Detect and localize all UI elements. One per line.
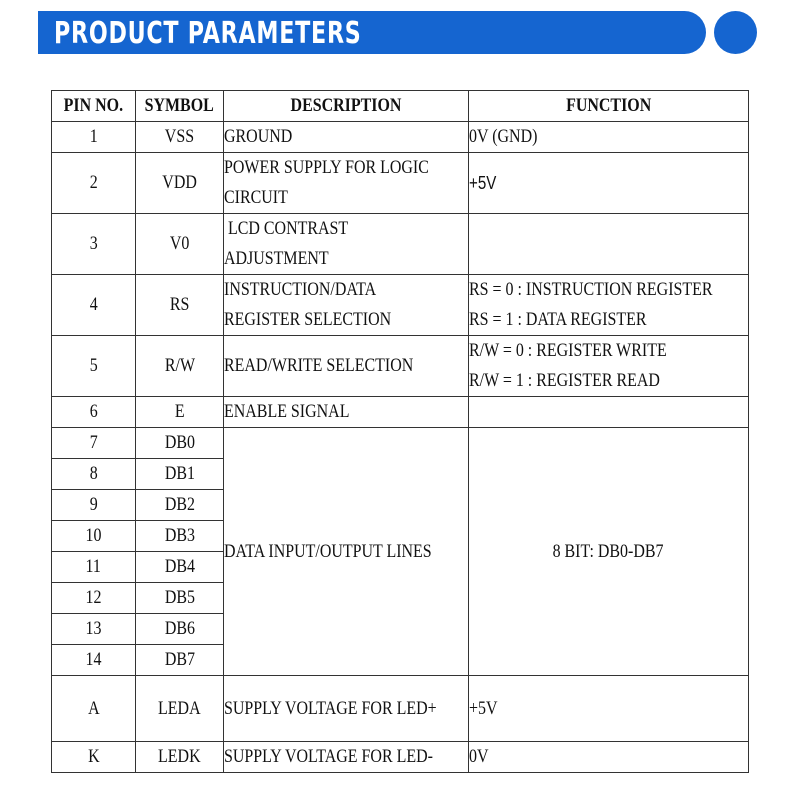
- table-row: [52, 214, 749, 275]
- symbol-cell: DB1: [136, 459, 224, 490]
- banner-dot: [714, 11, 757, 54]
- function-cell: +5V: [469, 153, 749, 214]
- description-cell: READ/WRITE SELECTION: [224, 336, 469, 397]
- pin-no-cell: 4: [52, 275, 136, 336]
- pin-no-cell: 6: [52, 397, 136, 428]
- description-cell: SUPPLY VOLTAGE FOR LED-: [224, 742, 469, 773]
- function-cell: RS = 0 : INSTRUCTION REGISTER RS = 1 : DATA REGISTER: [469, 275, 749, 336]
- function-cell: [469, 397, 749, 428]
- description-cell: SUPPLY VOLTAGE FOR LED+: [224, 676, 469, 742]
- table-row: [52, 676, 749, 742]
- symbol-cell: LEDA: [136, 676, 224, 742]
- header-description: DESCRIPTION: [224, 91, 469, 122]
- description-cell: INSTRUCTION/DATA REGISTER SELECTION: [224, 275, 469, 336]
- data-lines-description-cell: DATA INPUT/OUTPUT LINES: [224, 428, 469, 676]
- pin-no-cell: 10: [52, 521, 136, 552]
- table-header-row: [52, 91, 749, 122]
- description-cell: GROUND: [224, 122, 469, 153]
- pin-no-cell: 5: [52, 336, 136, 397]
- table-row: [52, 336, 749, 397]
- symbol-cell: VSS: [136, 122, 224, 153]
- symbol-cell: DB3: [136, 521, 224, 552]
- function-cell: +5V: [469, 676, 749, 742]
- header-pin-no: PIN NO.: [52, 91, 136, 122]
- header-function: FUNCTION: [469, 91, 749, 122]
- symbol-cell: DB7: [136, 645, 224, 676]
- header-symbol: SYMBOL: [136, 91, 224, 122]
- pin-parameters-table: [51, 90, 749, 773]
- symbol-cell: DB6: [136, 614, 224, 645]
- pin-no-cell: 3: [52, 214, 136, 275]
- table-row: [52, 153, 749, 214]
- table-row: [52, 742, 749, 773]
- table-row: [52, 275, 749, 336]
- pin-no-cell: K: [52, 742, 136, 773]
- symbol-cell: RS: [136, 275, 224, 336]
- pin-no-cell: 1: [52, 122, 136, 153]
- symbol-cell: DB0: [136, 428, 224, 459]
- description-cell: LCD CONTRAST ADJUSTMENT: [224, 214, 469, 275]
- symbol-cell: DB2: [136, 490, 224, 521]
- function-cell: [469, 214, 749, 275]
- symbol-cell: E: [136, 397, 224, 428]
- description-cell: ENABLE SIGNAL: [224, 397, 469, 428]
- table-row: [52, 397, 749, 428]
- data-lines-function-cell: 8 BIT: DB0-DB7: [469, 428, 749, 676]
- symbol-cell: LEDK: [136, 742, 224, 773]
- description-cell: POWER SUPPLY FOR LOGIC CIRCUIT: [224, 153, 469, 214]
- pin-no-cell: 7: [52, 428, 136, 459]
- pin-no-cell: 13: [52, 614, 136, 645]
- symbol-cell: V0: [136, 214, 224, 275]
- pin-no-cell: 8: [52, 459, 136, 490]
- pin-no-cell: 9: [52, 490, 136, 521]
- pin-no-cell: 11: [52, 552, 136, 583]
- page-title: PRODUCT PARAMETERS: [54, 16, 362, 51]
- table-row: [52, 428, 749, 459]
- symbol-cell: R/W: [136, 336, 224, 397]
- pin-no-cell: 12: [52, 583, 136, 614]
- pin-no-cell: A: [52, 676, 136, 742]
- table-row: [52, 122, 749, 153]
- symbol-cell: DB4: [136, 552, 224, 583]
- function-cell: 0V: [469, 742, 749, 773]
- pin-no-cell: 14: [52, 645, 136, 676]
- symbol-cell: DB5: [136, 583, 224, 614]
- function-cell: 0V (GND): [469, 122, 749, 153]
- pin-no-cell: 2: [52, 153, 136, 214]
- function-cell: R/W = 0 : REGISTER WRITE R/W = 1 : REGISTER READ: [469, 336, 749, 397]
- symbol-cell: VDD: [136, 153, 224, 214]
